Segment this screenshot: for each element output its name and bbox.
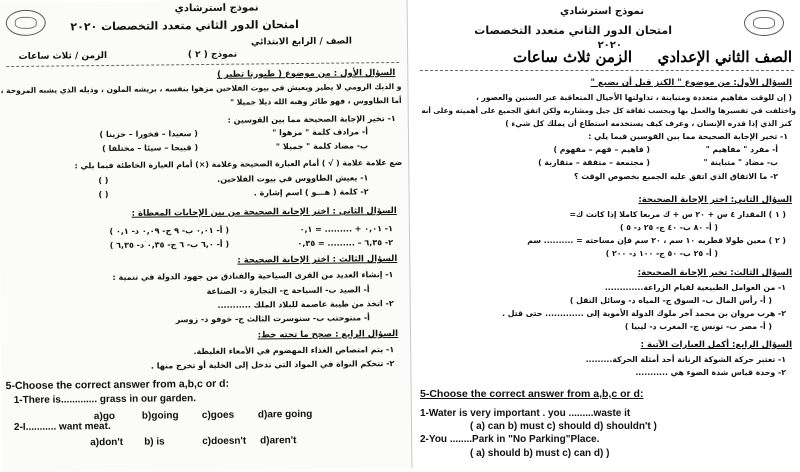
q3-item-2: ٢- هرب مروان بن محمد آخر ملوك الدولة الأموية إلى ............. حتى قتل . bbox=[502, 309, 786, 318]
english-q2-option-d: d)aren't bbox=[260, 435, 297, 447]
q1-item-a: أ- مرادف كلمة " مزهوا " bbox=[272, 127, 368, 138]
q1-passage-line-2: واختلفت في تفسيرها والعمل بها وبحسب ثقافة كل جيل ومشاربه ولكن اتفق الجميع على أهميته وعلى أنه bbox=[421, 106, 796, 115]
q4-item-2: ٢- وحدة قياس شدة الضوء هي ........... bbox=[635, 368, 786, 377]
q1-choices-a: ( سعيدا – فخورا – حزينا ) bbox=[99, 129, 198, 140]
form-number: نموذج ( ٢ ) bbox=[187, 49, 238, 61]
q4-item-2: ٢- تتحكم النواة في المواد التي تدخل إلى الخلية أو تخرج منها . bbox=[150, 359, 395, 371]
q1-choices-b: ( مجتمعة – متفقة – متقاربة ) bbox=[538, 158, 650, 167]
q2-choices-1: ( أ- ٠,٠١ ب- ٩ ج- ٠,٠٩ د- ٠,١ ) bbox=[109, 225, 229, 236]
english-section-title: 5-Choose the correct answer from a,b,c or d: bbox=[5, 377, 230, 393]
q1-passage-line-3: كنز الذي إذا قدره الإنسان ، وعرف كيف يستخدمه استطاع أن يملك كل شيء ) bbox=[505, 119, 792, 128]
q3-choices-1: أ- الصيد ب- السياحة ج- التجارة د- الصناعة bbox=[206, 285, 370, 296]
q3-item-1: ١- إنشاء العديد من القرى السياحية والفنادق من جهود الدولة في تنمية : bbox=[112, 270, 394, 282]
ministry-logo-icon bbox=[6, 10, 46, 36]
q1-passage-line-1: ( إن للوقت مفاهيم متعددة ومتباينة ، تداولتها الأجيال المتعاقبة عبر السنين والعصور ، bbox=[475, 93, 792, 102]
q1-instruction: ١- تخير الإجابة الصحيحة مما بين القوسين فيما يلي : bbox=[588, 132, 788, 141]
q2-title: السؤال الثاني: اختر الإجابة الصحيحة: bbox=[638, 195, 792, 205]
ministry-logo-icon bbox=[744, 10, 784, 36]
exam-title: امتحان الدور الثاني متعدد التخصصات bbox=[474, 24, 672, 37]
q1-passage-line-1: و الديك الرومي لا يطير ويعيش في بيوت الفلاحين مزهوا بنفسه ، بريشه الملون ، وذيله الذي يشبه المروحة ، bbox=[0, 81, 402, 96]
q2-title: السؤال الثاني : اختر الإجابة الصحيحة من بين الإجابات المعطاة : bbox=[131, 205, 397, 219]
q1-title: السؤال الأول : من موضوع ( طيورنا تطير ) bbox=[216, 67, 396, 80]
q1-tf-blank-2: ( ) bbox=[98, 190, 109, 200]
q2-choices-2: ( أ- ٦,٠ ب- ٦ ج- ٠,٣٥ د- ٦,٣٥ ) bbox=[109, 239, 230, 250]
q2-item-2: ( ٢ ) معين طولا قطريه ١٠ سم ، ٢٠ سم فإن مساحته = .......... سم bbox=[527, 236, 786, 245]
english-q1-option-a: a)go bbox=[93, 410, 116, 423]
q4-item-1: ١- تعتبر حركة الشوكة الرنانة أحد أمثلة الحركة......... bbox=[585, 355, 786, 364]
q1-question-2: ٢- ما الاتفاق الذي اتفق عليه الجميع بخصوص الوقت ؟ bbox=[574, 172, 778, 181]
q4-title: السؤال الرابع : صحح ما تحته خط: bbox=[257, 328, 399, 341]
model-label: نموذج استرشادي bbox=[560, 6, 644, 17]
english-q1-options: ( a) can b) must c) should d) shouldn't ) bbox=[470, 421, 657, 432]
q1-instruction: ١- تخير الإجابة الصحيحة مما بين القوسين : bbox=[227, 113, 396, 125]
q1-item-b: ب- مضاد كلمة " جميلا " bbox=[275, 141, 369, 152]
english-q1: 1-There is............. grass in our garden. bbox=[13, 393, 197, 407]
q3-title: السؤال الثالث : اختر الإجابة الصحيحة : bbox=[237, 253, 398, 266]
q3-item-1: ١- من العوامل الطبيعية لقيام الزراعة............. bbox=[604, 283, 786, 292]
model-label: نموذج استرشادي bbox=[174, 2, 259, 15]
q1-item-b: ب- مضاد " متباينة " bbox=[703, 158, 778, 167]
q1-item-a: أ- مفرد " مفاهيم " bbox=[705, 145, 778, 154]
english-q1-option-d: d)are going bbox=[257, 408, 313, 421]
q3-item-2: ٢- اتخذ من طيبة عاصمة للبلاد الملك ........... bbox=[217, 299, 394, 310]
q2-item-2: ٢- ٦,٣٥ – ......... = ٠,٣٥ bbox=[297, 238, 394, 249]
q1-passage-line-2: أما الطاووس ، فهو طائر وهبه الله ذيلا جميلا " bbox=[230, 95, 402, 107]
english-q1-option-c: c)goes bbox=[201, 409, 235, 422]
q3-title: السؤال الثالث: تخير الإجابة الصحيحة: bbox=[637, 268, 792, 278]
grade-label: الصف / الرابع الابتدائي bbox=[250, 36, 353, 48]
q2-item-1: ( ١ ) المقدار ٤ س + ٢٠ س + ك مربعا كاملا إذا كانت ك= bbox=[569, 210, 786, 219]
header-divider bbox=[6, 62, 399, 67]
q1-tf-item-1: ١- يعيش الطاووس في بيوت الفلاحين. bbox=[217, 173, 369, 184]
q4-item-1: ١- يتم امتصاص الغذاء المهضوم في الأمعاء الغليظة. bbox=[193, 345, 395, 357]
q1-choices-b: ( قبيحا – سيئا – مختلفا ) bbox=[102, 143, 199, 154]
q3-choices-2: ( أ- مصر ب- تونس ج- المغرب د- ليبيا ) bbox=[624, 322, 772, 331]
english-q2-option-b: b) is bbox=[144, 436, 165, 448]
english-q2: 2-You ........Park in "No Parking"Place. bbox=[420, 434, 600, 445]
q1-tf-blank-1: ( ) bbox=[98, 176, 109, 186]
english-q2-options: ( a) should b) must c) can d) ) bbox=[470, 448, 610, 459]
q3-choices-2: أ- منتوحتب ب- سنوسرت الثالث ج- خوفو د- زوسر bbox=[175, 313, 370, 325]
grade-handwritten: الصف الثاني الإعدادي bbox=[657, 48, 792, 66]
q1-choices-a: ( فاهيم – فهم – مفهوم ) bbox=[553, 145, 650, 154]
q3-choices-1: ( أ- رأس المال ب- السوق ج- المياه د- وسائل النقل ) bbox=[569, 296, 772, 305]
english-q2: 2-I........... want meat. bbox=[13, 420, 111, 434]
english-section-title: 5-Choose the correct answer from a,b,c or d: bbox=[420, 388, 644, 400]
q1-title: السؤال الأول: من موضوع " الكنز قبل أن يضيع " bbox=[590, 78, 792, 88]
time-handwritten: الزمن ثلاث ساعات bbox=[513, 48, 632, 66]
header-divider bbox=[420, 70, 794, 71]
q4-title: السؤال الرابع: أكمل العبارات الآتية : bbox=[640, 340, 792, 350]
right-exam-page bbox=[414, 0, 800, 470]
q1-tf-item-2: ٢- كلمة ( هـــو ) اسم إشارة . bbox=[253, 187, 369, 198]
time-label: الزمن / ثلاث ساعات bbox=[18, 51, 108, 62]
exam-title: امتحان الدور الثاني متعدد التخصصات ٢٠٢٠ bbox=[70, 18, 299, 34]
english-q2-option-a: a)don't bbox=[90, 436, 124, 449]
q2-choices-2: ( أ- ٢٥ ب- ٥٠ ج- ١٠٠ د- ٢٠٠ ) bbox=[605, 249, 718, 258]
q2-choices-1: ( أ- ٨٠ ب- ٤٠ ج- ٢٥ د- ٥ ) bbox=[619, 223, 718, 232]
english-q2-option-c: c)doesn't bbox=[202, 435, 247, 448]
english-q1-option-b: b)going bbox=[141, 410, 179, 422]
english-q1: 1-Water is very important . you .........waste it bbox=[420, 408, 631, 419]
q2-item-1: ١- ٠,٠١ + ......... = ٠,١ bbox=[299, 224, 393, 235]
q1-true-false-instruction: ضع علامة علامة ( √ ) أمام العبارة الصحيحة وعلامة (×) أمام العبارة الخاطئة فيما يلي : bbox=[74, 157, 403, 171]
exam-year: ٢٠٢٠ bbox=[597, 40, 622, 51]
